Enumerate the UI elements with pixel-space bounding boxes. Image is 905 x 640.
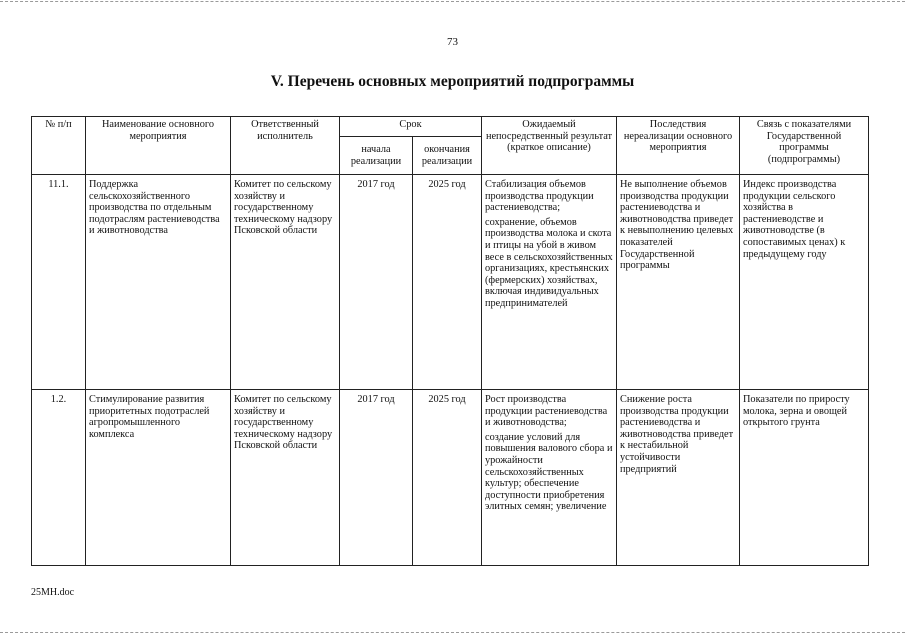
header-consequences: Последствия нереализации основного мероприятия [617, 117, 740, 175]
end-year: 2025 год [413, 175, 482, 390]
document-filename: 25МН.doc [31, 587, 75, 598]
expected-result [482, 175, 617, 390]
program-indicator-link: Показатели по приросту молока, зерна и овощей открытого грунта [740, 390, 869, 566]
page-number: 73 [447, 36, 458, 48]
end-year: 2025 год [413, 390, 482, 566]
header-term-end: окончания реализации [413, 137, 482, 175]
scan-edge-bottom [0, 632, 905, 633]
non-implementation-consequences: Не выполнение объемов производства продукции растениеводства и животноводства приведет к невыполнению целевых показателей Государственной программы [617, 175, 740, 390]
header-num: № п/п [32, 117, 86, 175]
header-term: Срок [340, 117, 482, 137]
measure-name: Поддержка сельскохозяйственного производства по отдельным подотраслям растениеводства и животноводства [86, 175, 231, 390]
header-link: Связь с показателями Государственной программы (подпрограммы) [740, 117, 869, 175]
table-row [32, 175, 869, 390]
section-title: V. Перечень основных мероприятий подпрограммы [270, 73, 635, 90]
responsible-executor: Комитет по сельскому хозяйству и государственному техническому надзору Псковской области [231, 175, 340, 390]
expected-result-paragraph: Рост производства продукции растениеводства и животноводства; [485, 394, 608, 429]
expected-result-paragraph: Стабилизация объемов производства продукции растениеводства; [485, 179, 594, 214]
header-term-start: начала реализации [340, 137, 413, 175]
header-result: Ожидаемый непосредственный результат (краткое описание) [482, 117, 617, 175]
expected-result-paragraph: создание условий для повышения валового сбора и урожайности сельскохозяйственных культур; обеспечение доступности приобретения элитных семян; увеличение [485, 431, 613, 513]
scan-edge-top [0, 1, 905, 2]
expected-result-paragraph: сохранение, объемов производства молока и скота и птицы на убой в живом весе в сельскохозяйственных организациях, крестьянских (фермерских) хозяйствах, включая индивидуальных предпринимателей [485, 216, 613, 309]
start-year: 2017 год [340, 175, 413, 390]
non-implementation-consequences: Снижение роста производства продукции растениеводства и животноводства приведет к нестабильной устойчивости предприятий [617, 390, 740, 566]
header-row-top [32, 117, 869, 137]
row-number: 11.1. [32, 175, 86, 390]
responsible-executor: Комитет по сельскому хозяйству и государственному техническому надзору Псковской области [231, 390, 340, 566]
header-name: Наименование основного мероприятия [86, 117, 231, 175]
program-indicator-link: Индекс производства продукции сельского хозяйства в растениеводстве и животноводстве (в сопоставимых ценах) к предыдущему году [740, 175, 869, 390]
row-number: 1.2. [32, 390, 86, 566]
header-executor: Ответственный исполнитель [231, 117, 340, 175]
start-year: 2017 год [340, 390, 413, 566]
measures-table [31, 116, 869, 566]
expected-result [482, 390, 617, 566]
table-row [32, 390, 869, 566]
measure-name: Стимулирование развития приоритетных подотраслей агропромышленного комплекса [86, 390, 231, 566]
